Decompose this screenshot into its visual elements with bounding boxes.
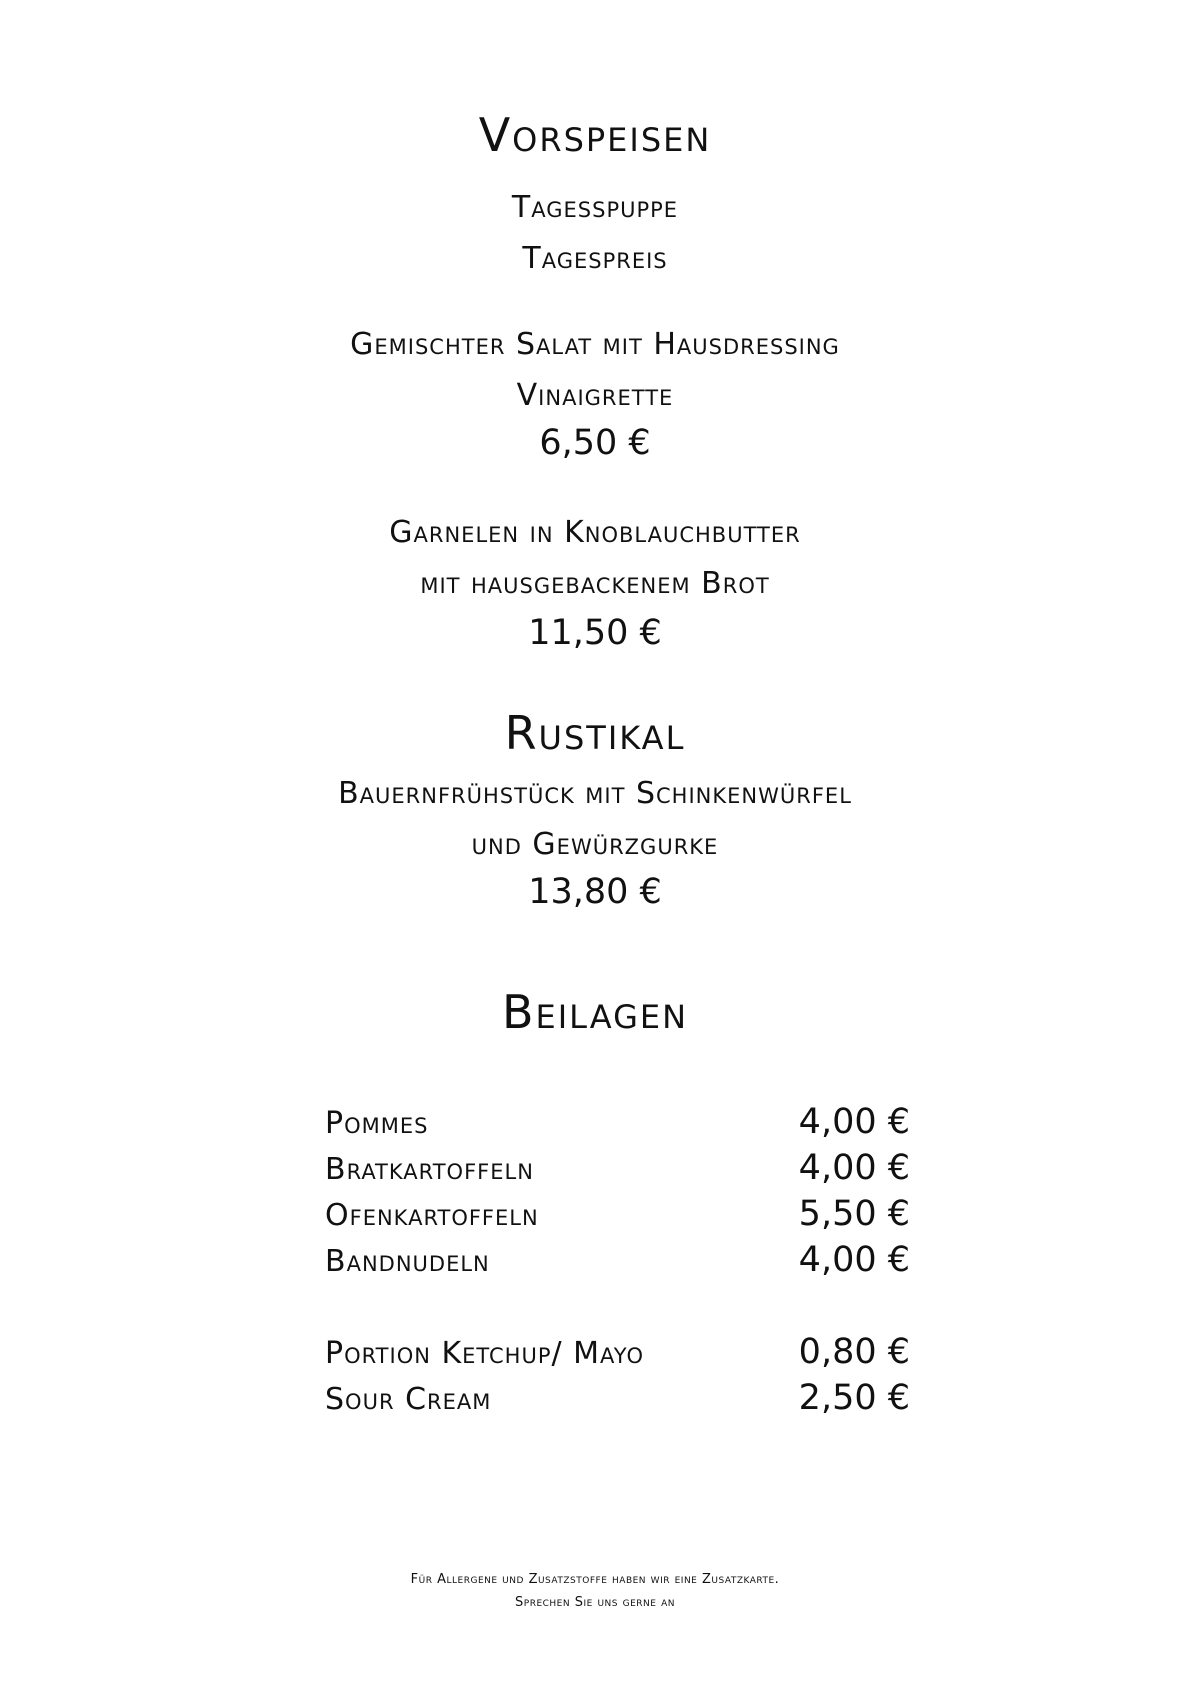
soup-price: Tagespreis — [522, 241, 668, 276]
side-item — [325, 1100, 910, 1144]
extra-item-price: 0,80 € — [798, 1332, 910, 1372]
side-item — [325, 1238, 910, 1282]
extra-item — [325, 1330, 910, 1374]
section-title-beilagen: Beilagen — [501, 985, 689, 1039]
extra-item-name: Portion Ketchup/ Mayo — [325, 1336, 644, 1371]
salad-title: Gemischter Salat mit Hausdressing — [350, 327, 840, 362]
extra-item-name: Sour Cream — [325, 1382, 492, 1417]
side-item — [325, 1146, 910, 1190]
side-item-price: 5,50 € — [798, 1194, 910, 1234]
footer-contact-note: Sprechen Sie uns gerne an — [515, 1595, 675, 1610]
rustikal-dish-title: Bauernfrühstück mit Schinkenwürfel — [338, 776, 852, 811]
shrimp-subtitle: mit hausgebackenem Brot — [420, 566, 770, 601]
section-title-vorspeisen: Vorspeisen — [478, 108, 712, 162]
side-item-price: 4,00 € — [798, 1102, 910, 1142]
side-item-name: Bratkartoffeln — [325, 1152, 534, 1187]
side-item-name: Bandnudeln — [325, 1244, 490, 1279]
salad-price: 6,50 € — [539, 423, 651, 463]
extra-item — [325, 1376, 910, 1420]
side-item — [325, 1192, 910, 1236]
rustikal-dish-subtitle: und Gewürzgurke — [471, 827, 719, 862]
shrimp-price: 11,50 € — [528, 613, 662, 653]
side-item-name: Ofenkartoffeln — [325, 1198, 539, 1233]
side-item-price: 4,00 € — [798, 1148, 910, 1188]
extra-item-price: 2,50 € — [798, 1378, 910, 1418]
shrimp-title: Garnelen in Knoblauchbutter — [389, 515, 801, 550]
section-title-rustikal: Rustikal — [504, 706, 686, 760]
soup-name: Tagesspuppe — [511, 190, 679, 225]
salad-subtitle: Vinaigrette — [516, 378, 674, 413]
rustikal-dish-price: 13,80 € — [528, 872, 662, 912]
side-item-price: 4,00 € — [798, 1240, 910, 1280]
side-item-name: Pommes — [325, 1106, 429, 1141]
footer-allergen-note: Für Allergene und Zusatzstoffe haben wir eine Zusatzkarte. — [410, 1572, 780, 1587]
